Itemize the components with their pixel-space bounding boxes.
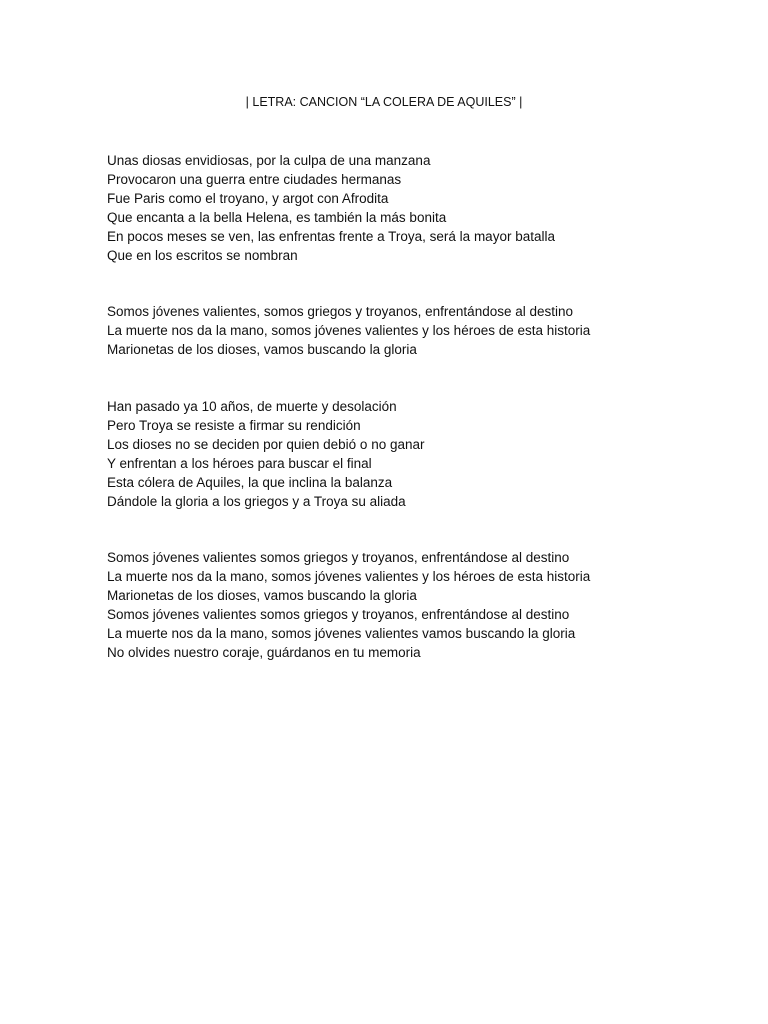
lyric-line: Fue Paris como el troyano, y argot con Afrodita [107, 191, 389, 206]
stanza-verse-2 [107, 397, 727, 511]
lyric-line: Que en los escritos se nombran [107, 248, 298, 263]
lyric-line: La muerte nos da la mano, somos jóvenes valientes y los héroes de esta historia [107, 569, 591, 584]
lyric-line: Provocaron una guerra entre ciudades hermanas [107, 172, 402, 187]
lyric-line: Los dioses no se deciden por quien debió o no ganar [107, 437, 425, 452]
lyric-line: La muerte nos da la mano, somos jóvenes valientes vamos buscando la gloria [107, 626, 576, 641]
lyric-line: Dándole la gloria a los griegos y a Troya su aliada [107, 494, 406, 509]
lyric-line: Que encanta a la bella Helena, es también la más bonita [107, 210, 447, 225]
lyric-line: Esta cólera de Aquiles, la que inclina la balanza [107, 475, 393, 490]
lyric-line: Somos jóvenes valientes, somos griegos y troyanos, enfrentándose al destino [107, 304, 574, 319]
lyric-line: Somos jóvenes valientes somos griegos y troyanos, enfrentándose al destino [107, 550, 570, 565]
lyric-line: La muerte nos da la mano, somos jóvenes valientes y los héroes de esta historia [107, 323, 591, 338]
lyric-line: Marionetas de los dioses, vamos buscando la gloria [107, 588, 417, 603]
lyric-line: Y enfrentan a los héroes para buscar el final [107, 456, 372, 471]
lyric-line: En pocos meses se ven, las enfrentas frente a Troya, será la mayor batalla [107, 229, 555, 244]
lyric-line: Pero Troya se resiste a firmar su rendición [107, 418, 361, 433]
lyric-line: Marionetas de los dioses, vamos buscando la gloria [107, 342, 417, 357]
stanza-chorus-2 [107, 548, 727, 662]
lyric-line: Han pasado ya 10 años, de muerte y desolación [107, 399, 397, 414]
stanza-chorus-1 [107, 302, 727, 359]
document-title: | LETRA: CANCION “LA COLERA DE AQUILES” | [245, 95, 523, 109]
lyric-line: Somos jóvenes valientes somos griegos y troyanos, enfrentándose al destino [107, 607, 570, 622]
stanza-verse-1 [107, 151, 727, 265]
lyric-line: No olvides nuestro coraje, guárdanos en tu memoria [107, 645, 421, 660]
lyric-line: Unas diosas envidiosas, por la culpa de una manzana [107, 153, 431, 168]
